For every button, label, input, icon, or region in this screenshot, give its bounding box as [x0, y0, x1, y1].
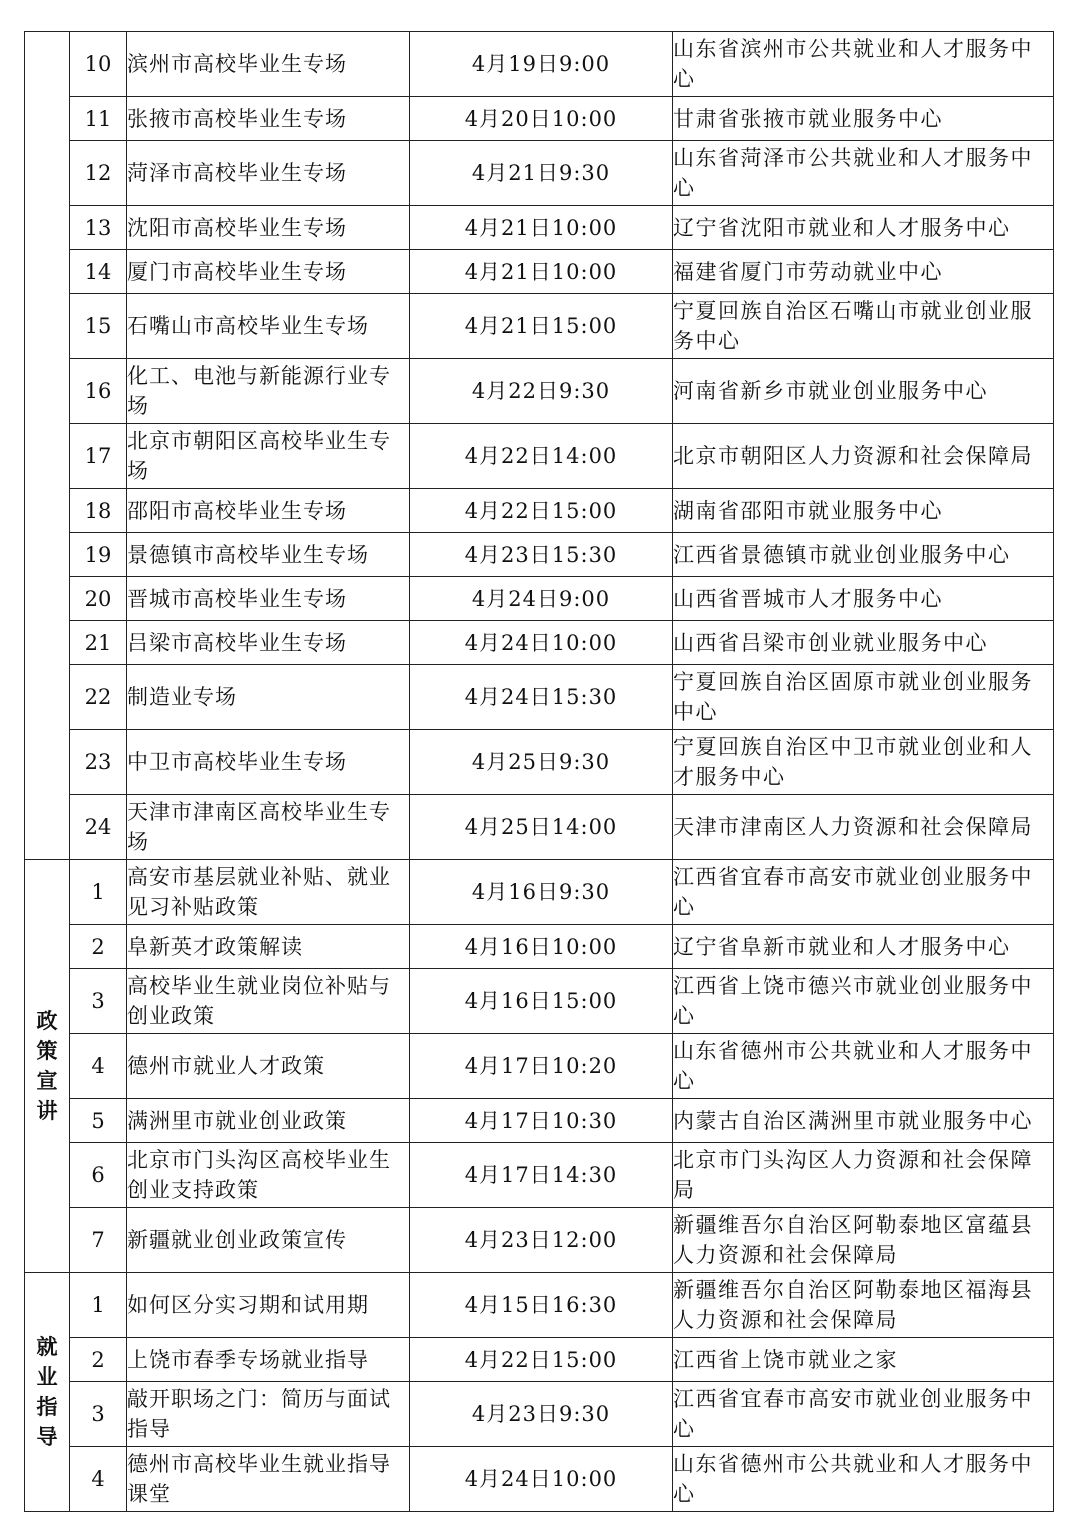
organizer-cell: 山东省滨州市公共就业和人才服务中心	[673, 32, 1054, 97]
num-cell: 14	[70, 250, 127, 294]
num-cell: 2	[70, 1338, 127, 1382]
event-name-cell: 北京市朝阳区高校毕业生专场	[127, 424, 410, 489]
table-row	[25, 1273, 1054, 1338]
schedule-table	[24, 31, 1054, 1512]
table-row	[25, 1338, 1054, 1382]
organizer-cell: 新疆维吾尔自治区阿勒泰地区福海县人力资源和社会保障局	[673, 1273, 1054, 1338]
num-cell: 24	[70, 795, 127, 860]
num-cell: 21	[70, 621, 127, 665]
event-time-cell: 4月24日10:00	[410, 1447, 673, 1512]
event-name-cell: 石嘴山市高校毕业生专场	[127, 294, 410, 359]
event-time-cell: 4月20日10:00	[410, 97, 673, 141]
category-cell	[25, 1273, 70, 1512]
event-name-cell: 阜新英才政策解读	[127, 925, 410, 969]
num-cell: 10	[70, 32, 127, 97]
event-name-cell: 制造业专场	[127, 665, 410, 730]
event-name-cell: 中卫市高校毕业生专场	[127, 730, 410, 795]
table-row	[25, 1447, 1054, 1512]
event-time-cell: 4月22日14:00	[410, 424, 673, 489]
num-cell: 7	[70, 1208, 127, 1273]
num-cell: 4	[70, 1034, 127, 1099]
table-row	[25, 1382, 1054, 1447]
organizer-cell: 江西省宜春市高安市就业创业服务中心	[673, 1382, 1054, 1447]
event-time-cell: 4月25日9:30	[410, 730, 673, 795]
organizer-cell: 山西省吕梁市创业就业服务中心	[673, 621, 1054, 665]
table-row	[25, 141, 1054, 206]
event-name-cell: 高安市基层就业补贴、就业见习补贴政策	[127, 860, 410, 925]
table-row	[25, 860, 1054, 925]
event-time-cell: 4月17日10:30	[410, 1099, 673, 1143]
organizer-cell: 河南省新乡市就业创业服务中心	[673, 359, 1054, 424]
table-row	[25, 1143, 1054, 1208]
organizer-cell: 江西省宜春市高安市就业创业服务中心	[673, 860, 1054, 925]
event-time-cell: 4月21日10:00	[410, 206, 673, 250]
table-row	[25, 489, 1054, 533]
table-row	[25, 97, 1054, 141]
num-cell: 6	[70, 1143, 127, 1208]
table-row	[25, 1208, 1054, 1273]
event-time-cell: 4月21日9:30	[410, 141, 673, 206]
table-row	[25, 795, 1054, 860]
organizer-cell: 山西省晋城市人才服务中心	[673, 577, 1054, 621]
event-name-cell: 景德镇市高校毕业生专场	[127, 533, 410, 577]
num-cell: 5	[70, 1099, 127, 1143]
organizer-cell: 江西省景德镇市就业创业服务中心	[673, 533, 1054, 577]
event-name-cell: 敲开职场之门：简历与面试指导	[127, 1382, 410, 1447]
event-name-cell: 如何区分实习期和试用期	[127, 1273, 410, 1338]
num-cell: 3	[70, 1382, 127, 1447]
event-name-cell: 德州市高校毕业生就业指导课堂	[127, 1447, 410, 1512]
event-time-cell: 4月17日14:30	[410, 1143, 673, 1208]
table-row	[25, 1034, 1054, 1099]
event-time-cell: 4月23日9:30	[410, 1382, 673, 1447]
table-row	[25, 730, 1054, 795]
event-time-cell: 4月24日9:00	[410, 577, 673, 621]
event-time-cell: 4月16日10:00	[410, 925, 673, 969]
num-cell: 4	[70, 1447, 127, 1512]
event-time-cell: 4月21日10:00	[410, 250, 673, 294]
event-time-cell: 4月16日15:00	[410, 969, 673, 1034]
organizer-cell: 北京市门头沟区人力资源和社会保障局	[673, 1143, 1054, 1208]
schedule-table-body	[25, 32, 1054, 1512]
event-name-cell: 化工、电池与新能源行业专场	[127, 359, 410, 424]
table-row	[25, 1099, 1054, 1143]
event-name-cell: 上饶市春季专场就业指导	[127, 1338, 410, 1382]
num-cell: 17	[70, 424, 127, 489]
num-cell: 18	[70, 489, 127, 533]
organizer-cell: 山东省德州市公共就业和人才服务中心	[673, 1447, 1054, 1512]
event-time-cell: 4月23日15:30	[410, 533, 673, 577]
event-name-cell: 吕梁市高校毕业生专场	[127, 621, 410, 665]
num-cell: 15	[70, 294, 127, 359]
organizer-cell: 宁夏回族自治区石嘴山市就业创业服务中心	[673, 294, 1054, 359]
num-cell: 19	[70, 533, 127, 577]
event-time-cell: 4月19日9:00	[410, 32, 673, 97]
event-time-cell: 4月16日9:30	[410, 860, 673, 925]
num-cell: 13	[70, 206, 127, 250]
organizer-cell: 福建省厦门市劳动就业中心	[673, 250, 1054, 294]
organizer-cell: 宁夏回族自治区中卫市就业创业和人才服务中心	[673, 730, 1054, 795]
num-cell: 3	[70, 969, 127, 1034]
category-cell	[25, 860, 70, 1273]
event-name-cell: 沈阳市高校毕业生专场	[127, 206, 410, 250]
organizer-cell: 辽宁省阜新市就业和人才服务中心	[673, 925, 1054, 969]
organizer-cell: 山东省菏泽市公共就业和人才服务中心	[673, 141, 1054, 206]
event-time-cell: 4月25日14:00	[410, 795, 673, 860]
num-cell: 1	[70, 1273, 127, 1338]
category-label: 政策宣讲	[36, 1008, 58, 1123]
organizer-cell: 宁夏回族自治区固原市就业创业服务中心	[673, 665, 1054, 730]
event-name-cell: 邵阳市高校毕业生专场	[127, 489, 410, 533]
event-time-cell: 4月22日15:00	[410, 1338, 673, 1382]
table-row	[25, 424, 1054, 489]
table-row	[25, 665, 1054, 730]
event-name-cell: 张掖市高校毕业生专场	[127, 97, 410, 141]
organizer-cell: 湖南省邵阳市就业服务中心	[673, 489, 1054, 533]
table-row	[25, 925, 1054, 969]
event-name-cell: 新疆就业创业政策宣传	[127, 1208, 410, 1273]
num-cell: 12	[70, 141, 127, 206]
table-row	[25, 533, 1054, 577]
organizer-cell: 新疆维吾尔自治区阿勒泰地区富蕴县人力资源和社会保障局	[673, 1208, 1054, 1273]
event-name-cell: 北京市门头沟区高校毕业生创业支持政策	[127, 1143, 410, 1208]
event-name-cell: 厦门市高校毕业生专场	[127, 250, 410, 294]
organizer-cell: 江西省上饶市就业之家	[673, 1338, 1054, 1382]
organizer-cell: 天津市津南区人力资源和社会保障局	[673, 795, 1054, 860]
organizer-cell: 北京市朝阳区人力资源和社会保障局	[673, 424, 1054, 489]
category-cell	[25, 32, 70, 860]
table-row	[25, 577, 1054, 621]
organizer-cell: 江西省上饶市德兴市就业创业服务中心	[673, 969, 1054, 1034]
organizer-cell: 辽宁省沈阳市就业和人才服务中心	[673, 206, 1054, 250]
num-cell: 2	[70, 925, 127, 969]
event-time-cell: 4月24日10:00	[410, 621, 673, 665]
table-row	[25, 32, 1054, 97]
event-time-cell: 4月24日15:30	[410, 665, 673, 730]
event-time-cell: 4月21日15:00	[410, 294, 673, 359]
organizer-cell: 内蒙古自治区满洲里市就业服务中心	[673, 1099, 1054, 1143]
event-time-cell: 4月17日10:20	[410, 1034, 673, 1099]
event-time-cell: 4月15日16:30	[410, 1273, 673, 1338]
event-time-cell: 4月22日15:00	[410, 489, 673, 533]
num-cell: 20	[70, 577, 127, 621]
table-row	[25, 621, 1054, 665]
num-cell: 23	[70, 730, 127, 795]
table-row	[25, 969, 1054, 1034]
event-name-cell: 德州市就业人才政策	[127, 1034, 410, 1099]
table-row	[25, 250, 1054, 294]
organizer-cell: 山东省德州市公共就业和人才服务中心	[673, 1034, 1054, 1099]
event-name-cell: 天津市津南区高校毕业生专场	[127, 795, 410, 860]
table-row	[25, 206, 1054, 250]
table-row	[25, 359, 1054, 424]
num-cell: 22	[70, 665, 127, 730]
event-name-cell: 菏泽市高校毕业生专场	[127, 141, 410, 206]
num-cell: 11	[70, 97, 127, 141]
event-name-cell: 满洲里市就业创业政策	[127, 1099, 410, 1143]
organizer-cell: 甘肃省张掖市就业服务中心	[673, 97, 1054, 141]
num-cell: 1	[70, 860, 127, 925]
event-time-cell: 4月22日9:30	[410, 359, 673, 424]
category-label: 就业指导	[36, 1334, 58, 1449]
table-row	[25, 294, 1054, 359]
event-name-cell: 滨州市高校毕业生专场	[127, 32, 410, 97]
event-time-cell: 4月23日12:00	[410, 1208, 673, 1273]
event-name-cell: 晋城市高校毕业生专场	[127, 577, 410, 621]
num-cell: 16	[70, 359, 127, 424]
event-name-cell: 高校毕业生就业岗位补贴与创业政策	[127, 969, 410, 1034]
